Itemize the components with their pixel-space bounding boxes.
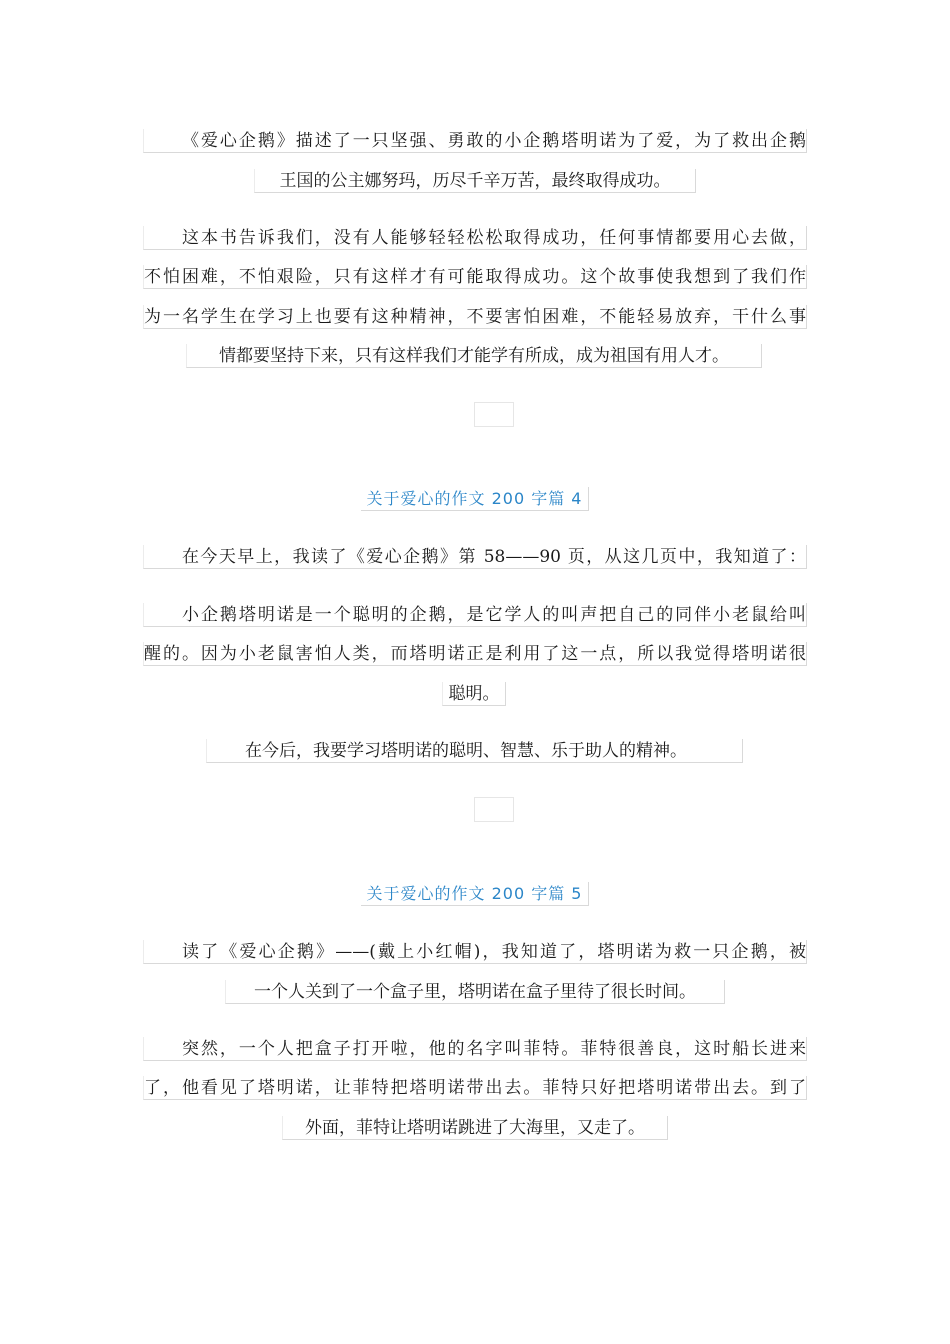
text-line: 为一名学生在学习上也要有这种精神，不要害怕困难，不能轻易放弃，干什么事 — [144, 307, 806, 327]
text-line: 不怕困难，不怕艰险，只有这样才有可能取得成功。这个故事使我想到了我们作 — [144, 267, 806, 287]
text-line: 外面，菲特让塔明诺跳进了大海里，又走了。 — [282, 1116, 668, 1140]
section-heading: 关于爱心的作文 200 字篇 5 — [361, 882, 589, 906]
text-line: 醒的。因为小老鼠害怕人类，而塔明诺正是利用了这一点，所以我觉得塔明诺很 — [144, 644, 806, 664]
section-heading: 关于爱心的作文 200 字篇 4 — [361, 487, 589, 511]
text-line: 小企鹅塔明诺是一个聪明的企鹅，是它学人的叫声把自己的同伴小老鼠给叫 — [143, 603, 807, 627]
text-line: 一个人关到了一个盒子里，塔明诺在盒子里待了很长时间。 — [225, 980, 725, 1004]
text-line: 突然，一个人把盒子打开啦，他的名字叫菲特。菲特很善良，这时船长进来 — [143, 1037, 807, 1061]
text-line: 这本书告诉我们，没有人能够轻轻松松取得成功，任何事情都要用心去做， — [143, 226, 807, 250]
text-line: 聪明。 — [442, 682, 506, 706]
text-line: 王国的公主娜努玛，历尽千辛万苦，最终取得成功。 — [254, 169, 696, 193]
empty-placeholder-box — [474, 797, 514, 822]
text-line: 《爱心企鹅》描述了一只坚强、勇敢的小企鹅塔明诺为了爱，为了救出企鹅 — [143, 129, 807, 153]
text-line: 情都要坚持下来，只有这样我们才能学有所成，成为祖国有用人才。 — [186, 344, 762, 368]
text-line: 在今后，我要学习塔明诺的聪明、智慧、乐于助人的精神。 — [206, 739, 743, 763]
text-line: 在今天早上，我读了《爱心企鹅》第 58——90 页，从这几页中，我知道了： — [143, 545, 807, 569]
text-line: 读了《爱心企鹅》——(戴上小红帽)，我知道了，塔明诺为救一只企鹅，被 — [143, 940, 807, 964]
empty-placeholder-box — [474, 402, 514, 427]
text-line: 了，他看见了塔明诺，让菲特把塔明诺带出去。菲特只好把塔明诺带出去。到了 — [144, 1078, 806, 1098]
